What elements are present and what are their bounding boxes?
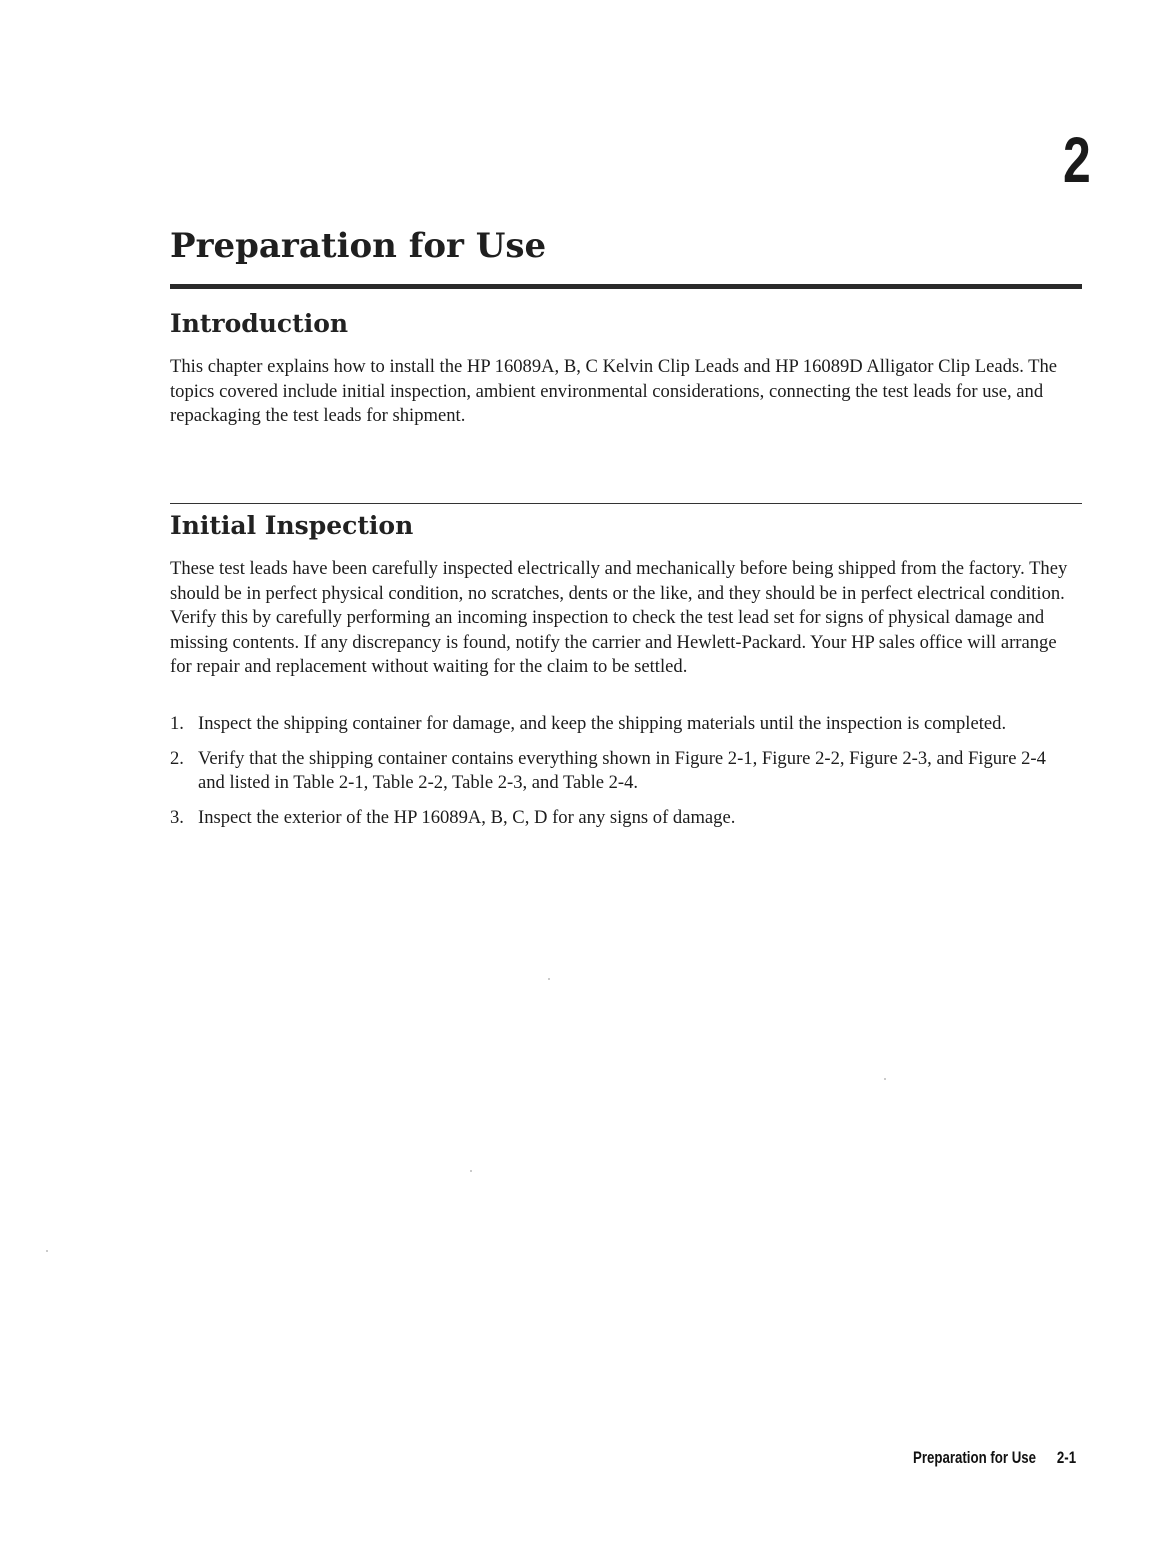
initial-inspection-heading: Initial Inspection [170,511,414,540]
introduction-heading: Introduction [170,309,349,338]
chapter-number: 2 [1063,124,1090,196]
footer-section-title: Preparation for Use [912,1448,1036,1467]
page-footer [913,1448,1076,1468]
section-divider [170,503,1082,504]
footer-page-number: 2-1 [1056,1448,1076,1467]
step-number: 3. [170,806,184,828]
inspection-step [170,747,1070,796]
introduction-paragraph: This chapter explains how to install the HP 16089A, B, C Kelvin Clip Leads and HP 16089D Alligator Clip Leads. The topics covered include initial inspection, ambient environmental considerations, connecting the test leads for use, and repackaging the test leads for shipment. [170,356,1058,426]
step-text: Inspect the shipping container for damage, and keep the shipping materials until the inspection is completed. [198,713,1007,734]
scan-speck [884,1078,886,1080]
inspection-step [170,712,1070,737]
scan-speck [548,978,550,980]
inspection-step [170,806,1070,831]
initial-inspection-paragraph: These test leads have been carefully inspected electrically and mechanically before being shipped from the factory. They should be in perfect physical condition, no scratches, dents or the like, and they should be in perfect electrical condition. Verify this by carefully performing an incoming inspection to check the test lead set for signs of physical damage and missing contents. If any discrepancy is found, notify the carrier and Hewlett-Packard. Your HP sales office will arrange for repair and replacement without waiting for the claim to be settled. [170,558,1068,677]
step-text: Inspect the exterior of the HP 16089A, B, C, D for any signs of damage. [198,806,736,828]
step-text: Verify that the shipping container contains everything shown in Figure 2-1, Figure 2-2, Figure 2-3, and Figure 2-4 and listed in Table 2-1, Table 2-2, Table 2-3, and Table 2-4. [198,747,1046,793]
scan-speck [46,1250,48,1252]
step-number: 1. [170,713,184,734]
step-number: 2. [170,747,184,769]
chapter-title: Preparation for Use [170,226,547,266]
inspection-steps-list [170,712,1070,840]
title-rule [170,284,1082,289]
scan-speck [470,1170,472,1172]
